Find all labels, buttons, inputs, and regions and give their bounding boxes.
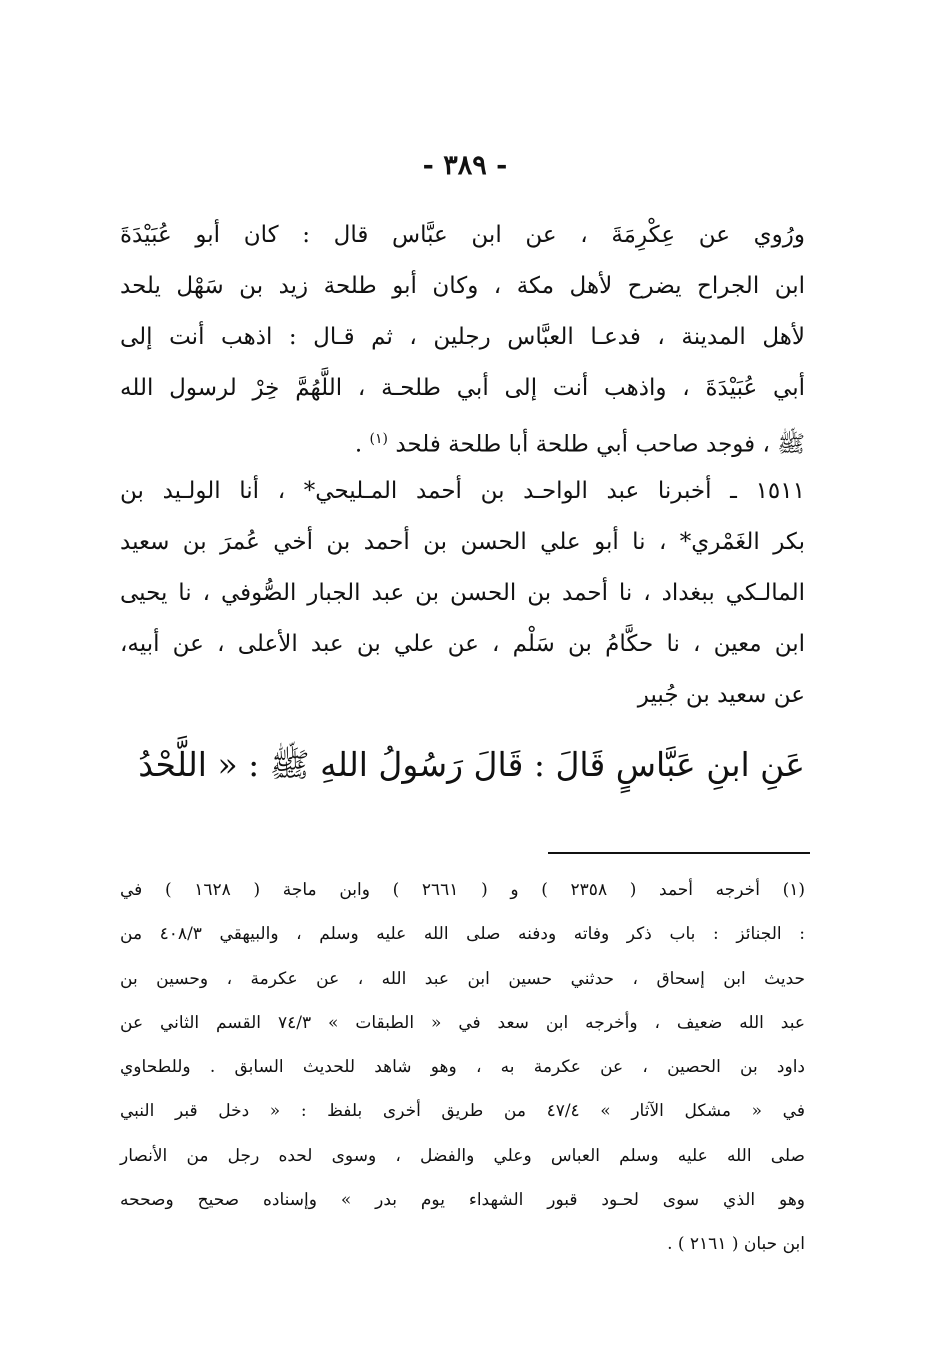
paragraph-2-line: ابن معين ، نا حكَّامُ بن سَلْم ، عن علي بن عبد الأعلى ، عن أبيه، — [120, 631, 805, 657]
paragraph-1-line: أبي عُبَيْدَةَ ، واذهب أنت إلى أبي طلحـة ، اللَّهُمَّ خِرْ لرسول الله — [120, 375, 805, 401]
paragraph-2-line: ١٥١١ ـ أخبرنا عبد الواحـد بن أحمد المـليحي* ، أنا الولـيد بن — [120, 478, 805, 504]
footnote-line: : الجنائز : باب ذكر وفاته ودفنه صلى الله عليه وسلم ، والبيهقي ٤٠٨/٣ من — [120, 924, 805, 945]
paragraph-1-last-line — [120, 414, 805, 471]
paragraph-2-line: بكر الغَمْري* ، نا أبو علي الحسن بن أحمد بن أخي عُمرَ بن سعيد — [120, 529, 805, 555]
footnote-line: ابن حبان ( ٢١٦١ ) . — [667, 1234, 805, 1255]
paragraph-1 — [120, 210, 805, 471]
footnote-line: داود بن الحصين ، عن عكرمة به ، وهو شاهد للحديث السابق . وللطحاوي — [120, 1057, 805, 1078]
paragraph-1-line: ﷺ ، فوجد صاحب أبي طلحة أبا طلحة فلحد — [395, 431, 805, 458]
page-number: - ٣٨٩ - — [422, 150, 508, 181]
footnote-line: عبد الله ضعيف ، وأخرجه ابن سعد في « الطبقات » ٧٤/٣ القسم الثاني عن — [120, 1012, 805, 1033]
footnote-reference[interactable]: (١) — [369, 431, 388, 447]
paragraph-1-line: لأهل المدينة ، فدعـا العبَّاس رجلين ، ثم قـال : اذهب أنت إلى — [120, 324, 805, 350]
footnote-line: في « مشكل الآثار » ٤٧/٤ من طريق أخرى بلفظ : « دخل قبر النبي — [120, 1101, 805, 1122]
paragraph-1-line: ابن الجراح يضرح لأهل مكة ، وكان أبو طلحة زيد بن سَهْل يلحد — [120, 273, 805, 299]
paragraph-1-end: . — [354, 431, 370, 458]
paragraph-1-line: ورُوي عن عِكْرِمَةَ ، عن ابن عبَّاس قال : كان أبو عُبَيْدَةَ — [120, 222, 805, 248]
footnote-line: وهو الذي سوى لحـود قبور الشهداء يوم بدر » وإسناده صحيح وصححه — [120, 1190, 805, 1211]
footnote-line: حديث ابن إسحاق ، حدثني حسين ابن عبد الله ، عن عكرمة ، وحسين بن — [120, 968, 805, 989]
footnote-line: (١) أخرجه أحمد ( ٢٣٥٨ ) و ( ٢٦٦١ ) وابن ماجة ( ١٦٢٨ ) في — [120, 880, 805, 900]
footnote-line: صلى الله عليه وسلم العباس وعلي والفضل ، وسوى لحده رجل من الأنصار — [120, 1145, 805, 1166]
paragraph-2-line: المالـكي ببغداد ، نا أحمد بن الحسن بن عبد الجبار الصُّوفي ، نا يحيى — [120, 580, 805, 606]
footnote — [120, 868, 805, 1267]
footnote-divider — [548, 852, 810, 854]
paragraph-2-line: عن سعيد بن جُبير — [637, 682, 805, 708]
hadith-text: عَنِ ابنِ عَبَّاسٍ قَالَ : قَالَ رَسُولُ اللهِ ﷺ : « اللَّحْدُ — [138, 745, 805, 784]
paragraph-2 — [120, 466, 805, 721]
